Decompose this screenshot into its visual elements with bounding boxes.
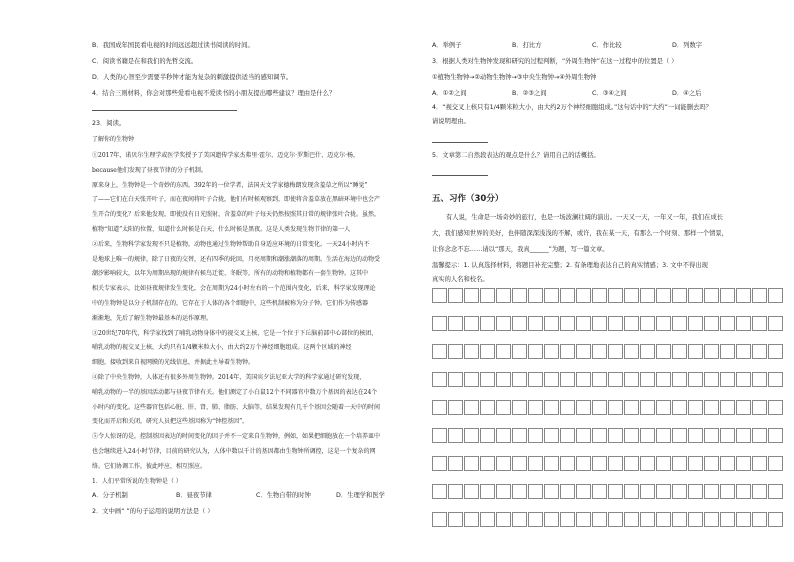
grid-cell[interactable] <box>592 316 607 331</box>
article-line: 潮汐影响较大，以年为周期出现的规律有候鸟迁徙、冬眠等，所有的动物和植物都有一套生物钟。这其中 <box>92 270 369 278</box>
grid-cell[interactable] <box>448 484 463 499</box>
grid-cell[interactable] <box>656 372 671 387</box>
grid-cell[interactable] <box>688 344 703 359</box>
grid-cell[interactable] <box>736 344 751 359</box>
grid-cell[interactable] <box>432 428 447 443</box>
essay-tips-line: 温馨提示：1. 认真选择材料，将题目补充完整；2. 有条理地表达自己的真实情感；3. 文中不得出现 <box>432 262 708 269</box>
answer-line <box>92 110 237 111</box>
grid-cell[interactable] <box>544 512 559 527</box>
question-4b-text-cont: 请说明理由。 <box>432 118 470 125</box>
grid-cell[interactable] <box>592 344 607 359</box>
grid-cell[interactable] <box>432 344 447 359</box>
grid-cell[interactable] <box>768 428 783 443</box>
grid-cell[interactable] <box>608 512 623 527</box>
grid-cell[interactable] <box>608 428 623 443</box>
grid-cell[interactable] <box>752 400 767 415</box>
grid-cell[interactable] <box>544 456 559 471</box>
grid-cell[interactable] <box>720 288 735 303</box>
grid-cell[interactable] <box>624 400 639 415</box>
grid-cell[interactable] <box>560 316 575 331</box>
grid-cell[interactable] <box>704 428 719 443</box>
grid-cell[interactable] <box>464 512 479 527</box>
grid-cell[interactable] <box>432 456 447 471</box>
grid-cell[interactable] <box>640 288 655 303</box>
grid-cell[interactable] <box>512 456 527 471</box>
grid-cell[interactable] <box>528 316 543 331</box>
grid-cell[interactable] <box>608 372 623 387</box>
grid-cell[interactable] <box>432 372 447 387</box>
question-4-text: 4．结合三则材料，你会对那些爱看电视不爱读书的小朋友提出哪些建议？理由是什么？ <box>92 90 336 97</box>
grid-cell[interactable] <box>448 316 463 331</box>
grid-cell[interactable] <box>608 484 623 499</box>
grid-cell[interactable] <box>560 428 575 443</box>
grid-cell[interactable] <box>624 512 639 527</box>
grid-cell[interactable] <box>544 344 559 359</box>
grid-cell[interactable] <box>496 316 511 331</box>
grid-cell[interactable] <box>656 512 671 527</box>
grid-cell[interactable] <box>688 400 703 415</box>
option-b-line: B．我国成年国民看电视的时间远远超过读书阅读的时间。 <box>92 42 254 49</box>
question-4b-text: 4．“视交叉上核只有1/4颗米粒大小，由大约2万个神经细胞组成。”这句话中的“大约”一词能删去吗？ <box>432 104 712 111</box>
article-line: 1．人们平常所说的生物钟是（ ） <box>92 477 182 485</box>
grid-cell[interactable] <box>464 428 479 443</box>
grid-cell[interactable] <box>640 344 655 359</box>
grid-cell[interactable] <box>704 512 719 527</box>
essay-prompt-line: 有人说，生命是一场奇妙的旅行，也是一场波澜壮阔的演出。一天又一天，一年又一年，我们在成长 <box>446 214 724 221</box>
article-line: 是地球上唯一的规律，除了日夜的交替，还有四季的轮回，月亮周期和潮涨潮落的周期。生活在海边的动物受 <box>92 255 381 263</box>
article-line: 也会继续进入24小时节律，目前的研究认为，人体中数以千计的基因都由生物钟所调控，这是一个复杂的网 <box>92 448 376 455</box>
q1-option-b: B．昼夜节律 <box>176 492 212 499</box>
grid-cell[interactable] <box>608 456 623 471</box>
grid-cell[interactable] <box>704 372 719 387</box>
grid-cell[interactable] <box>720 400 735 415</box>
grid-cell[interactable] <box>752 344 767 359</box>
article-title: 了解你的生物钟 <box>92 136 135 143</box>
article-line: 哺乳动物的视交叉上核，大约只有1/4颗米粒大小，由大约2万个神经细胞组成。这两个区域的神经 <box>92 344 352 352</box>
grid-cell[interactable] <box>528 400 543 415</box>
question-23-heading: 23．阅读。 <box>92 120 126 127</box>
q3-option-d: D．④之后 <box>672 90 702 97</box>
grid-cell[interactable] <box>720 344 735 359</box>
grid-cell[interactable] <box>576 400 591 415</box>
grid-cell[interactable] <box>640 372 655 387</box>
answer-line <box>432 142 488 143</box>
grid-cell[interactable] <box>768 316 783 331</box>
article-line: because他们发现了昼夜节律的分子机制。 <box>92 166 207 174</box>
grid-cell[interactable] <box>544 288 559 303</box>
option-d-line: D．人类的心智至少需要半秒钟才能为复杂的刺激提供适当的感知调节。 <box>92 74 293 81</box>
grid-cell[interactable] <box>528 288 543 303</box>
grid-cell[interactable] <box>688 456 703 471</box>
grid-cell[interactable] <box>672 428 687 443</box>
grid-cell[interactable] <box>624 456 639 471</box>
article-line: ②后来，生物科学家发现不只是植物，动物也通过生物钟帮助自身适应环境的日常变化。一天24小时内不 <box>92 240 370 248</box>
grid-cell[interactable] <box>736 456 751 471</box>
grid-cell[interactable] <box>496 428 511 443</box>
grid-cell[interactable] <box>592 372 607 387</box>
grid-cell[interactable] <box>512 512 527 527</box>
q1-option-c: C．生物自带的时钟 <box>256 492 311 499</box>
grid-cell[interactable] <box>512 288 527 303</box>
grid-cell[interactable] <box>576 456 591 471</box>
grid-cell[interactable] <box>496 456 511 471</box>
grid-cell[interactable] <box>576 512 591 527</box>
grid-cell[interactable] <box>640 512 655 527</box>
grid-cell[interactable] <box>528 372 543 387</box>
grid-cell[interactable] <box>576 372 591 387</box>
grid-cell[interactable] <box>448 456 463 471</box>
grid-cell[interactable] <box>768 344 783 359</box>
grid-cell[interactable] <box>464 400 479 415</box>
grid-cell[interactable] <box>672 400 687 415</box>
grid-cell[interactable] <box>704 344 719 359</box>
grid-cell[interactable] <box>736 428 751 443</box>
grid-cell[interactable] <box>720 316 735 331</box>
grid-cell[interactable] <box>496 344 511 359</box>
grid-cell[interactable] <box>480 372 495 387</box>
grid-cell[interactable] <box>496 400 511 415</box>
grid-cell[interactable] <box>480 344 495 359</box>
grid-cell[interactable] <box>432 484 447 499</box>
grid-cell[interactable] <box>656 400 671 415</box>
grid-cell[interactable] <box>672 316 687 331</box>
grid-cell[interactable] <box>464 372 479 387</box>
grid-cell[interactable] <box>624 484 639 499</box>
q2-option-d: D．列数字 <box>672 42 703 49</box>
grid-cell[interactable] <box>528 428 543 443</box>
grid-cell[interactable] <box>704 400 719 415</box>
article-line: 络。它们协调工作，彼此呼应，相互照应。 <box>92 462 207 470</box>
article-line: ①2017年，诺贝尔生理学或医学奖授予了美国遗传学家杰弗里·霍尔、迈克尔·罗斯巴什、迈克尔·杨， <box>92 152 359 159</box>
grid-cell[interactable] <box>560 484 575 499</box>
grid-cell[interactable] <box>448 288 463 303</box>
grid-cell[interactable] <box>736 400 751 415</box>
grid-cell[interactable] <box>528 344 543 359</box>
grid-cell[interactable] <box>496 484 511 499</box>
grid-cell[interactable] <box>608 316 623 331</box>
grid-cell[interactable] <box>640 428 655 443</box>
grid-cell[interactable] <box>688 428 703 443</box>
grid-cell[interactable] <box>576 428 591 443</box>
grid-cell[interactable] <box>544 400 559 415</box>
grid-cell[interactable] <box>768 400 783 415</box>
option-c-line: C．阅读书籍是在和我们的先哲交流。 <box>92 58 198 65</box>
grid-cell[interactable] <box>624 316 639 331</box>
grid-cell[interactable] <box>432 400 447 415</box>
article-line: 渐渐地，先后了解生物钟最基本的运作原理。 <box>92 314 213 322</box>
question-5-text: 5．文章第二自然段表达的观点是什么？请用自己的话概括。 <box>432 152 600 159</box>
q2-option-a: A．举例子 <box>432 42 462 49</box>
grid-cell[interactable] <box>640 484 655 499</box>
grid-cell[interactable] <box>608 344 623 359</box>
grid-cell[interactable] <box>560 400 575 415</box>
grid-cell[interactable] <box>736 484 751 499</box>
grid-cell[interactable] <box>560 344 575 359</box>
essay-prompt-line: 大，我们感知世界的美好，也伴随深深浅浅的不解，或许，我在某一天，有那么一个时刻、那样一个情景， <box>432 230 728 237</box>
answer-line <box>432 175 488 176</box>
grid-cell[interactable] <box>592 428 607 443</box>
grid-cell[interactable] <box>512 428 527 443</box>
grid-cell[interactable] <box>528 484 543 499</box>
article-line: ⑤令人惊讶的是，控制基因表达的时间变化的因子并不一定来自生物钟，例如，如果把细胞放在一个培养皿中 <box>92 433 381 441</box>
grid-cell[interactable] <box>624 288 639 303</box>
grid-cell[interactable] <box>576 344 591 359</box>
grid-cell[interactable] <box>752 456 767 471</box>
article-line: 生开合的变化？后来他发现，即使没有日光照射，含羞草的叶子每天仍然按照其日常的规律张叶合拢。虽然， <box>92 211 381 219</box>
grid-cell[interactable] <box>448 400 463 415</box>
grid-cell[interactable] <box>560 288 575 303</box>
grid-cell[interactable] <box>688 512 703 527</box>
grid-cell[interactable] <box>480 316 495 331</box>
grid-cell[interactable] <box>512 400 527 415</box>
q2-option-c: C．作比较 <box>592 42 622 49</box>
grid-cell[interactable] <box>544 484 559 499</box>
question-3-text: 3．根据人类对生物钟发现和研究的过程判断，“外周生物钟”在这一过程中的位置是（ ） <box>432 58 678 65</box>
q1-option-a: A．分子机制 <box>92 492 128 499</box>
article-line: 了——它们在白天张开叶子，而在夜间将叶子合拢，他们有时候观察到，即使将含羞草放在黑暗环境中也会产 <box>92 196 381 204</box>
grid-cell[interactable] <box>720 456 735 471</box>
grid-cell[interactable] <box>672 484 687 499</box>
article-line: 变化而开启和关闭，研究人员把这些基因称为“钟控基因”。 <box>92 418 249 426</box>
grid-cell[interactable] <box>592 456 607 471</box>
article-line: 哺乳动物的一半的基因活动都与昼夜节律有关。他们测定了小白鼠12个不同器官中数万个基因的表达在24个 <box>92 388 378 396</box>
grid-cell[interactable] <box>688 372 703 387</box>
grid-cell[interactable] <box>464 316 479 331</box>
grid-cell[interactable] <box>512 344 527 359</box>
grid-cell[interactable] <box>544 372 559 387</box>
grid-cell[interactable] <box>736 316 751 331</box>
grid-cell[interactable] <box>720 428 735 443</box>
grid-cell[interactable] <box>752 512 767 527</box>
grid-cell[interactable] <box>768 288 783 303</box>
grid-cell[interactable] <box>464 288 479 303</box>
grid-cell[interactable] <box>592 288 607 303</box>
grid-cell[interactable] <box>480 484 495 499</box>
grid-cell[interactable] <box>512 372 527 387</box>
article-line: ④除了中央生物钟，人体还有很多外周生物钟。2014年，美国宾夕法尼亚大学的科学家通过研究发现， <box>92 374 366 381</box>
grid-cell[interactable] <box>576 484 591 499</box>
grid-cell[interactable] <box>624 372 639 387</box>
grid-cell[interactable] <box>720 484 735 499</box>
q1-option-d: D．生理学和医学 <box>336 492 385 499</box>
grid-cell[interactable] <box>752 372 767 387</box>
question-3-sequence: ①植物生物钟→②动物生物钟→③中央生物钟→④外周生物钟 <box>432 74 597 81</box>
grid-cell[interactable] <box>736 512 751 527</box>
grid-cell[interactable] <box>672 372 687 387</box>
article-line: 原来身上，生物钟是一个奇妙的东西。392年的一位学者，法国天文学家德梅朗发现含羞草之所以“睡觉” <box>92 181 368 189</box>
grid-cell[interactable] <box>720 512 735 527</box>
section-title: 五、习作（30分） <box>432 194 504 204</box>
grid-cell[interactable] <box>656 288 671 303</box>
essay-prompt-line: 让你念念不忘……请以“那天，我真______”为题，写一篇文章。 <box>432 246 609 253</box>
grid-cell[interactable] <box>448 344 463 359</box>
q3-option-c: C．③④之间 <box>592 90 627 97</box>
grid-cell[interactable] <box>432 512 447 527</box>
grid-cell[interactable] <box>768 456 783 471</box>
grid-cell[interactable] <box>496 372 511 387</box>
grid-cell[interactable] <box>656 456 671 471</box>
grid-cell[interactable] <box>464 456 479 471</box>
grid-cell[interactable] <box>592 484 607 499</box>
grid-cell[interactable] <box>608 400 623 415</box>
grid-cell[interactable] <box>448 372 463 387</box>
grid-cell[interactable] <box>704 288 719 303</box>
grid-cell[interactable] <box>672 456 687 471</box>
grid-cell[interactable] <box>624 428 639 443</box>
grid-cell[interactable] <box>656 316 671 331</box>
grid-cell[interactable] <box>592 400 607 415</box>
grid-cell[interactable] <box>688 316 703 331</box>
grid-cell[interactable] <box>672 344 687 359</box>
grid-cell[interactable] <box>528 456 543 471</box>
grid-cell[interactable] <box>480 512 495 527</box>
grid-cell[interactable] <box>432 316 447 331</box>
grid-cell[interactable] <box>480 456 495 471</box>
grid-cell[interactable] <box>640 316 655 331</box>
grid-cell[interactable] <box>560 512 575 527</box>
article-line: 中的生物钟是以分子机制存在的，它存在于人体的各个细胞中，这些机制被称为分子钟。它们作为传感器 <box>92 300 369 307</box>
grid-cell[interactable] <box>752 288 767 303</box>
grid-cell[interactable] <box>720 372 735 387</box>
grid-cell[interactable] <box>672 288 687 303</box>
grid-cell[interactable] <box>704 484 719 499</box>
grid-cell[interactable] <box>528 512 543 527</box>
article-line: 相关专家表示，比如昼夜规律发生变化，会在周期为24小时左右的一个范围内变化，后来，科学家发现理论 <box>92 285 376 293</box>
article-line: 细胞，接收到来自视网膜的光线信息，并据此主导着生物钟。 <box>92 359 255 367</box>
grid-cell[interactable] <box>496 288 511 303</box>
grid-cell[interactable] <box>736 288 751 303</box>
grid-cell[interactable] <box>464 484 479 499</box>
grid-cell[interactable] <box>656 344 671 359</box>
grid-cell[interactable] <box>736 372 751 387</box>
grid-cell[interactable] <box>544 316 559 331</box>
grid-cell[interactable] <box>544 428 559 443</box>
grid-cell[interactable] <box>560 372 575 387</box>
grid-cell[interactable] <box>496 512 511 527</box>
grid-cell[interactable] <box>656 428 671 443</box>
grid-cell[interactable] <box>768 372 783 387</box>
grid-cell[interactable] <box>768 512 783 527</box>
writing-grid[interactable] <box>432 288 792 558</box>
grid-cell[interactable] <box>608 288 623 303</box>
grid-cell[interactable] <box>592 512 607 527</box>
grid-cell[interactable] <box>512 484 527 499</box>
q2-option-b: B．打比方 <box>512 42 542 49</box>
grid-cell[interactable] <box>688 288 703 303</box>
essay-tips-line: 真实的人名和校名。 <box>432 276 489 283</box>
grid-cell[interactable] <box>704 456 719 471</box>
question-2-text: 2．文中画“ ”的句子运用的说明方法是（ ） <box>92 508 214 515</box>
grid-cell[interactable] <box>640 456 655 471</box>
grid-cell[interactable] <box>448 512 463 527</box>
grid-cell[interactable] <box>624 344 639 359</box>
q3-option-b: B．②③之间 <box>512 90 547 97</box>
grid-cell[interactable] <box>448 428 463 443</box>
grid-cell[interactable] <box>688 484 703 499</box>
grid-cell[interactable] <box>576 288 591 303</box>
grid-cell[interactable] <box>672 512 687 527</box>
grid-cell[interactable] <box>576 316 591 331</box>
grid-cell[interactable] <box>512 316 527 331</box>
grid-cell[interactable] <box>704 316 719 331</box>
grid-cell[interactable] <box>640 400 655 415</box>
grid-cell[interactable] <box>480 400 495 415</box>
grid-cell[interactable] <box>432 288 447 303</box>
grid-cell[interactable] <box>480 288 495 303</box>
grid-cell[interactable] <box>480 428 495 443</box>
grid-cell[interactable] <box>752 316 767 331</box>
article-line: ③20世纪70年代，科学家找到了哺乳动物身体中的视交叉上核，它是一个位于下丘脑前部中心部位的核团， <box>92 329 378 337</box>
article-line: 小时内的变化。这些器官包括心脏、肝、肾、肺、脂肪、大脑等，结果发现有几千个基因会随着一天中的时间 <box>92 403 381 411</box>
grid-cell[interactable] <box>752 428 767 443</box>
grid-cell[interactable] <box>656 484 671 499</box>
grid-cell[interactable] <box>560 456 575 471</box>
q3-option-a: A．①②之间 <box>432 90 467 97</box>
article-line: 植物“知道”太阳的位置，知道什么时候是白天，什么时候是黑夜。这是人类发现生物节律的第一人 <box>92 226 351 233</box>
grid-cell[interactable] <box>752 484 767 499</box>
grid-cell[interactable] <box>768 484 783 499</box>
grid-cell[interactable] <box>464 344 479 359</box>
